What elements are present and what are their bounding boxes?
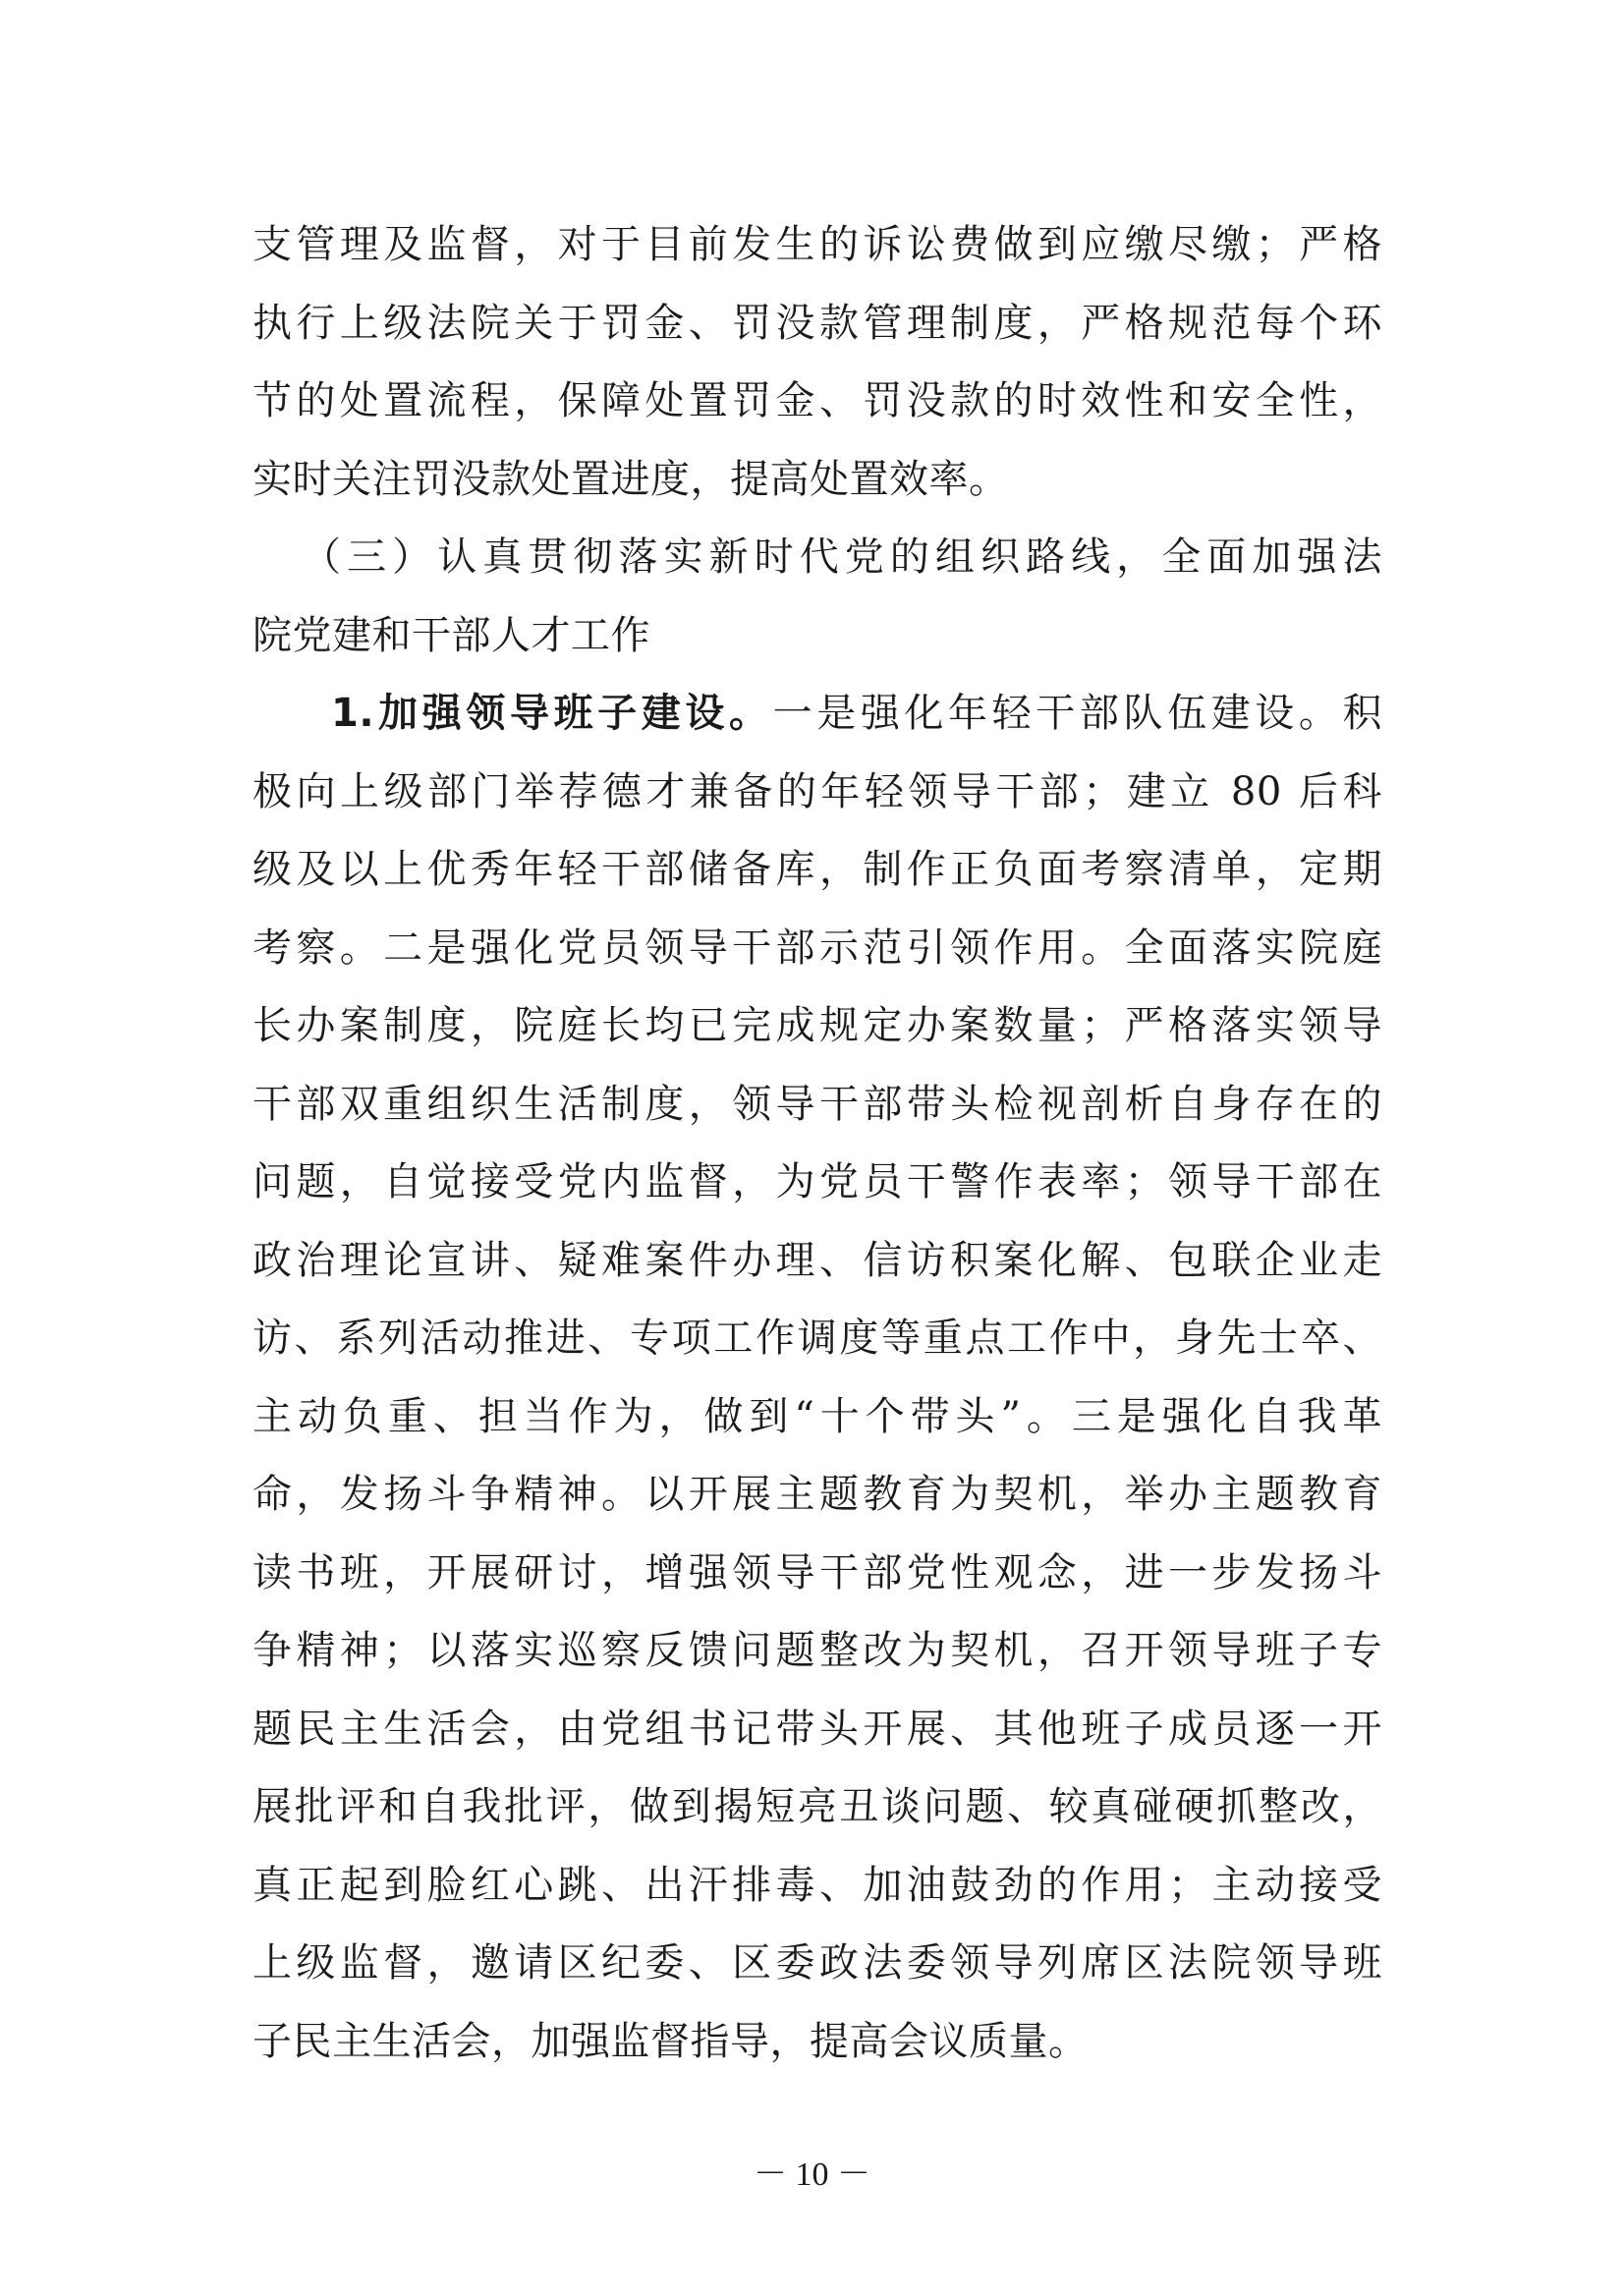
- section-heading: [252, 519, 1382, 675]
- text-line: 命，发扬斗争精神。以开展主题教育为契机，举办主题教育: [252, 1472, 1382, 1517]
- paragraph-continuation: [252, 206, 1382, 519]
- page-number: － 10 －: [754, 2156, 870, 2193]
- text-line: 子民主生活会，加强监督指导，提高会议质量。: [252, 2018, 1089, 2064]
- subsection-first-line: [252, 675, 1382, 754]
- subsection-title: 1.加强领导班子建设。: [331, 691, 773, 736]
- text-line: 主动负重、担当作为，做到“十个带头”。三是强化自我革: [252, 1393, 1382, 1439]
- text-line: 政治理论宣讲、疑难案件办理、信访积案化解、包联企业走: [252, 1237, 1382, 1283]
- subsection-paragraph: [252, 675, 1382, 2081]
- body-text: [252, 206, 1382, 2081]
- text-line: 干部双重组织生活制度，领导干部带头检视剖析自身存在的: [252, 1081, 1382, 1127]
- text-line: 读书班，开展研讨，增强领导干部党性观念，进一步发扬斗: [252, 1549, 1382, 1596]
- text-line: 长办案制度，院庭长均已完成规定办案数量；严格落实领导: [252, 1003, 1382, 1048]
- text-line: 执行上级法院关于罚金、罚没款管理制度，严格规范每个环: [252, 300, 1382, 346]
- text-line: 考察。二是强化党员领导干部示范引领作用。全面落实院庭: [252, 924, 1382, 971]
- subsection-first-line-text: 一是强化年轻干部队伍建设。积: [772, 691, 1382, 736]
- text-line: 访、系列活动推进、专项工作调度等重点工作中，身先士卒、: [252, 1316, 1382, 1361]
- text-line: 支管理及监督，对于目前发生的诉讼费做到应缴尽缴；严格: [252, 222, 1382, 267]
- text-line: 题民主生活会，由党组书记带头开展、其他班子成员逐一开: [252, 1706, 1382, 1752]
- heading-line: （三）认真贯彻落实新时代党的组织路线，全面加强法: [302, 534, 1382, 580]
- text-line: 节的处置流程，保障处置罚金、罚没款的时效性和安全性，: [252, 378, 1382, 423]
- heading-line: 院党建和干部人才工作: [252, 612, 650, 658]
- text-line: 问题，自觉接受党内监督，为党员干警作表率；领导干部在: [252, 1159, 1382, 1204]
- text-line: 上级监督，邀请区纪委、区委政法委领导列席区法院领导班: [252, 1940, 1382, 1986]
- text-line: 真正起到脸红心跳、出汗排毒、加油鼓劲的作用；主动接受: [252, 1862, 1382, 1908]
- text-line: 极向上级部门举荐德才兼备的年轻领导干部；建立 80 后科: [252, 768, 1382, 814]
- text-line: 展批评和自我批评，做到揭短亮丑谈问题、较真碰硬抓整改，: [252, 1784, 1382, 1829]
- text-line: 争精神；以落实巡察反馈问题整改为契机，召开领导班子专: [252, 1628, 1382, 1673]
- text-line: 级及以上优秀年轻干部储备库，制作正负面考察清单，定期: [252, 847, 1382, 892]
- text-line: 实时关注罚没款处置进度，提高处置效率。: [252, 456, 1009, 502]
